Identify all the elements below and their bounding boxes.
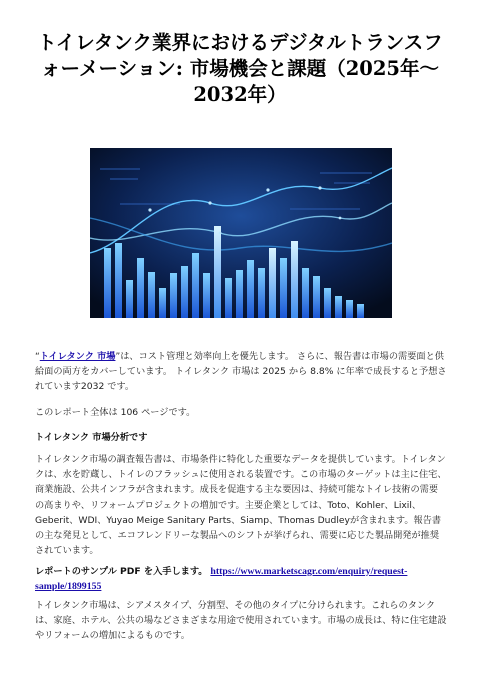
sample-request-paragraph — [35, 564, 447, 594]
analysis-heading: トイレタンク 市場分析です — [35, 432, 148, 443]
quote-close: ” — [115, 351, 121, 362]
intro-text: は、コスト管理と効率向上を優先します。 さらに、報告書は市場の需要面と供給面の両方をカバーしています。 トイレタンク 市場は 2025 から 8.8% に年率で成長すると予想されています2032 です。 — [35, 351, 447, 393]
hero-image — [90, 148, 392, 318]
page-count-text: このレポート全体は 106 ページです。 — [35, 407, 196, 418]
sample-request-link[interactable]: https://www.marketscagr.com/enquiry/request-sample/1899155 — [35, 566, 408, 593]
segment-paragraph: トイレタンク市場は、シアメスタイプ、分割型、その他のタイプに分けられます。これらのタンクは、家庭、ホテル、公共の場などさまざまな用途で使用されています。市場の成長は、特に住宅建設やリフォームの増加によるものです。 — [35, 600, 447, 642]
intro-paragraph — [35, 349, 447, 395]
sample-request-label: レポートのサンプル PDF を入手します。 — [35, 566, 208, 577]
analysis-paragraph: トイレタンク市場の調査報告書は、市場条件に特化した重要なデータを提供しています。トイレタンクは、水を貯蔵し、トイレのフラッシュに使用される装置です。この市場のターゲットは主に住宅、商業施設、公共インフラが含まれます。成長を促進する主な要因は、持続可能なトイレ技術の需要の高まりや、リフォームプロジェクトの増加です。主要企業としては、Toto、Kohler、Lixil、Geberit、WDI、Yuyao Meige Sanitary Parts、Siamp、Thomas Dudleyが含まれます。報告書の主な発見として、エコフレンドリーな製品へのシフトが挙げられ、需要に応じた製品開発が推奨されています。 — [35, 454, 447, 557]
quote-open: “ — [35, 351, 40, 362]
document-title: トイレタンク業界におけるデジタルトランスフォーメーション: 市場機会と課題（2025年〜2032年） — [37, 31, 443, 106]
hero-bar-chart-illustration — [90, 148, 392, 318]
market-keyword-link[interactable]: トイレタンク 市場 — [39, 351, 116, 362]
